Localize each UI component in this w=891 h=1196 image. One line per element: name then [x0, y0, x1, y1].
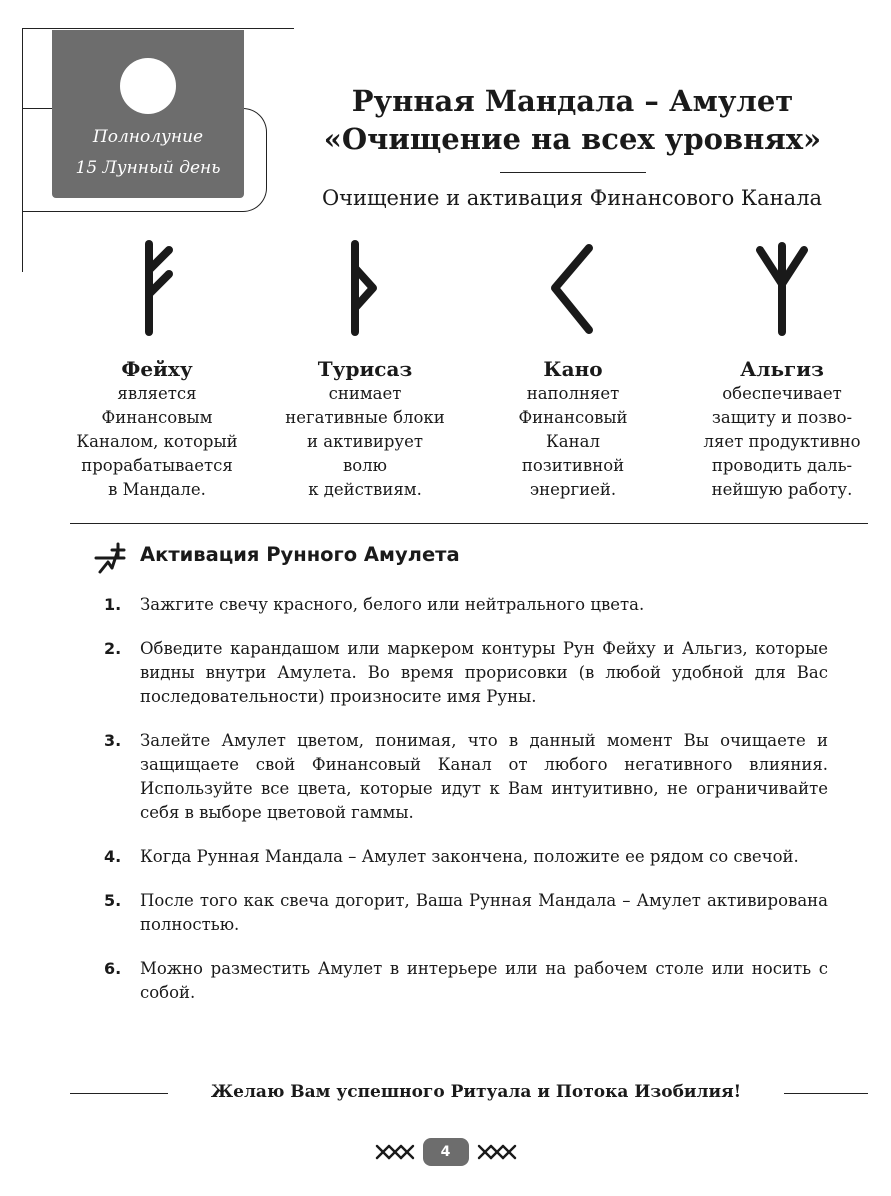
rune-name: Альгиз: [740, 357, 824, 381]
step-number: 6.: [104, 959, 122, 978]
list-item: [104, 957, 828, 1005]
closing-rule-right: [784, 1093, 868, 1094]
title-line-2: «Очищение на всех уровнях»: [323, 122, 822, 156]
desc-line: позитивной: [521, 456, 625, 475]
desc-line: и активирует: [307, 432, 423, 451]
step-text: Можно разместить Амулет в интерьере или на рабочем столе или носить с собой.: [140, 959, 828, 1002]
desc-line: в Мандале.: [108, 480, 206, 499]
desc-line: прорабатывается: [81, 456, 233, 475]
pager: [375, 1138, 517, 1166]
page-footer: [0, 1138, 891, 1166]
list-item: [104, 889, 828, 937]
rune-description: [688, 382, 876, 502]
closing-line: Желаю Вам успешного Ритуала и Потока Изобилия!: [210, 1082, 742, 1102]
section-title: Активация Рунного Амулета: [140, 543, 460, 566]
rune-name: Турисаз: [317, 357, 413, 381]
desc-line: наполняет: [526, 384, 620, 403]
step-number: 4.: [104, 847, 122, 866]
desc-line: волю: [342, 456, 388, 475]
desc-line: нейшую работу.: [711, 480, 853, 499]
step-number: 1.: [104, 595, 122, 614]
frame-top-line: [22, 28, 294, 29]
activation-rune-icon: [92, 540, 128, 576]
closing-rule-left: [70, 1093, 168, 1094]
desc-line: обеспечивает: [722, 384, 842, 403]
page-number: 4: [423, 1138, 469, 1166]
desc-line: Канал: [546, 432, 600, 451]
list-item: [104, 729, 828, 825]
step-text: Залейте Амулет цветом, понимая, что в данный момент Вы очищаете и защищаете свой Финансовый Канал от любого негативного влияния. Используйте все цвета, которые идут к Вам интуитивно, не ограничивайте себя в выборе цветовой гаммы.: [140, 731, 828, 822]
step-text: Когда Рунная Мандала – Амулет закончена, положите ее рядом со свечой.: [140, 847, 799, 866]
list-item: [104, 845, 828, 869]
desc-line: к действиям.: [308, 480, 422, 499]
full-moon-icon: [120, 58, 176, 114]
kano-rune-icon: [543, 238, 603, 338]
rune-kano: [479, 238, 667, 502]
ornament-right-icon: [477, 1143, 517, 1161]
step-number: 2.: [104, 639, 122, 658]
desc-line: Финансовый: [518, 408, 628, 427]
list-item: [104, 637, 828, 709]
section-divider: [70, 523, 868, 524]
moon-phase-box: [52, 30, 244, 198]
rune-name: Кано: [543, 357, 603, 381]
rune-description: [63, 382, 251, 502]
rune-thurisaz: [271, 238, 459, 502]
desc-line: негативные блоки: [285, 408, 445, 427]
list-item: [104, 593, 828, 617]
moon-phase-name: Полнолуние: [92, 127, 204, 147]
desc-line: Финансовым: [101, 408, 213, 427]
desc-line: проводить даль-: [711, 456, 853, 475]
page-subtitle: Очищение и активация Финансового Канала: [321, 186, 823, 210]
page-title: [300, 82, 845, 158]
desc-line: Каналом, который: [76, 432, 238, 451]
desc-line: ляет продуктивно: [703, 432, 861, 451]
thurisaz-rune-icon: [335, 238, 395, 338]
rune-name: Фейху: [121, 357, 193, 381]
ornament-left-icon: [375, 1143, 415, 1161]
desc-line: защиту и позво-: [711, 408, 853, 427]
fehu-rune-icon: [127, 238, 187, 338]
rune-description: [479, 382, 667, 502]
desc-line: энергией.: [529, 480, 617, 499]
rune-algiz: [688, 238, 876, 502]
step-number: 3.: [104, 731, 122, 750]
lunar-day: 15 Лунный день: [75, 158, 221, 178]
desc-line: является: [117, 384, 197, 403]
rune-description: [271, 382, 459, 502]
step-text: После того как свеча догорит, Ваша Рунная Мандала – Амулет активирована полностью.: [140, 891, 828, 934]
algiz-rune-icon: [752, 238, 812, 338]
step-text: Зажгите свечу красного, белого или нейтрального цвета.: [140, 595, 645, 614]
step-text: Обведите карандашом или маркером контуры Рун Фейху и Альгиз, которые видны внутри Амулета. Во время прорисовки (в любой удобной для Вас последовательности) произносите имя Руны.: [140, 639, 828, 706]
desc-line: снимает: [328, 384, 402, 403]
title-divider: [500, 172, 646, 173]
steps-list: [104, 593, 828, 1025]
step-number: 5.: [104, 891, 122, 910]
rune-fehu: [63, 238, 251, 502]
title-line-1: Рунная Мандала – Амулет: [351, 84, 794, 118]
